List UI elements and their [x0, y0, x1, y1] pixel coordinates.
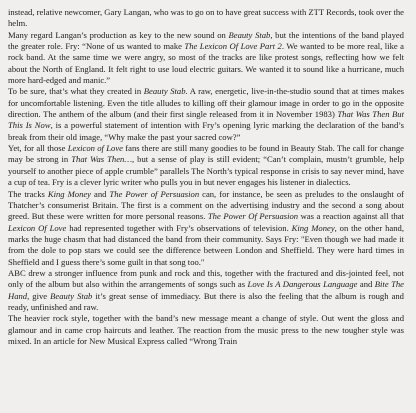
italic-title-text: The Lexicon Of Love Part 2: [184, 41, 282, 52]
italic-title-text: The Power Of Persuasion: [207, 211, 299, 222]
body-text: fans there are still many goodies to be found in Beauty Stab. The call for change may be strong in: [8, 143, 404, 165]
italic-title-text: Love Is A Dangerous Language: [247, 279, 358, 290]
italic-title-text: Lexicon Of Love: [8, 222, 67, 233]
paragraph: [8, 30, 404, 87]
body-text: , but the intentions of the band played the greater role. Fry: “None of us wanted to make: [8, 29, 404, 52]
italic-title-text: Beauty Stab: [143, 86, 186, 97]
italic-title-text: King Money: [291, 222, 335, 233]
italic-title-text: Bite The Hand: [8, 279, 404, 301]
body-text: . We wanted to be more real, like a rock band. At the same time we were angry, so most of the tracks are like protest songs, reflecting how we felt about the North of England. It felt right to use loud electric guitars. We wanted it to sound like a hurricane, much more hard-edged and manic.”: [8, 41, 404, 86]
paragraph: [8, 189, 404, 268]
paragraph: [8, 86, 404, 143]
body-text: had represented together with Fry’s observations of television.: [66, 222, 292, 233]
body-text: and: [357, 279, 375, 290]
paragraph: [8, 313, 404, 347]
paragraph: [8, 143, 404, 188]
body-text: The heavier rock style, together with the band’s new message meant a change of style. Out went the gloss and glamour and in came crop haircuts and leather. The reaction from the music press to the new tougher style was mixed. In an article for New Musical Express called “Wrong Train: [8, 313, 404, 346]
paragraph: [8, 7, 404, 30]
body-text: , but a sense of play is still evident; “Can’t complain, mustn’t grumble, help yourself to another piece of apple crumble” parallels The North’s typical response in crisis to say never mind, have a cup of tea. Fry is a clever lyric writer who pulls you in but never engages his listener in dialectics.: [8, 154, 404, 188]
article-body: [8, 7, 404, 347]
body-text: To be sure, that’s what they created in: [8, 86, 144, 97]
body-text: Yet, for all those: [8, 143, 68, 154]
italic-title-text: King Money: [47, 188, 91, 199]
body-text: instead, relative newcomer, Gary Langan, who was to go on to have great success with ZTT Records, took over the helm.: [8, 7, 404, 29]
body-text: , is a powerful statement of intention with Fry’s opening lyric marking the declaration of the band’s break from their old image, “Why make the past your sacred cow?”: [8, 120, 404, 142]
italic-title-text: Lexicon of Love: [67, 143, 123, 154]
body-text: . A raw, energetic, live-in-the-studio sound that at times makes for uncomfortable listening. Even the title alludes to killing off their glamour image in order to go in the opposite direction. The anthem of the album (and their first single released from it in November 1983): [8, 86, 404, 120]
body-text: it’s great sense of immediacy. But there is also the feeling that the album is rough and ready, unfinished and raw.: [8, 290, 404, 312]
body-text: and: [91, 188, 110, 199]
italic-title-text: The Power of Persuasion: [109, 188, 200, 199]
body-text: , give: [27, 290, 51, 301]
italic-title-text: That Was Then…: [71, 154, 132, 165]
italic-title-text: Beauty Stab: [50, 290, 93, 301]
body-text: can, for instance, be seen as preludes to the onslaught of Thatcher’s consumerist Britain. The first is a comment on the advertising industry and the second a song about greed. But these were written for more personal reasons.: [8, 188, 404, 222]
paragraph: [8, 268, 404, 313]
body-text: ABC drew a stronger influence from punk and rock and this, together with the fractured and dis-jointed feel, not only of the album but also within the arrangements of songs such as: [8, 267, 404, 290]
body-text: , on the other hand, marks the huge chasm that had distanced the band from their community. Says Fry: "Even though we had made it from the dole to pop stars we could see the difference between London and Sheffield. They were hard times in Sheffield and I guess there’s some guilt in that song too.": [8, 222, 404, 267]
body-text: The tracks: [8, 188, 48, 199]
body-text: Many regard Langan’s production as key to the new sound on: [8, 29, 229, 40]
italic-title-text: That Was Then But This Is Now: [8, 109, 404, 131]
body-text: was a reaction against all that: [298, 211, 404, 222]
italic-title-text: Beauty Stab: [228, 29, 271, 40]
